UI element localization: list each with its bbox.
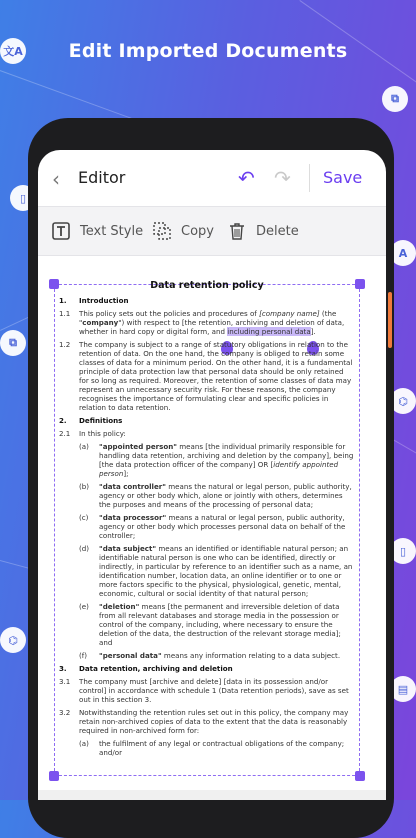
copy-icon	[153, 222, 171, 240]
definition-item: (b) "data controller" means the natural or legal person, public authority, agency or other body which, alone or jointly with others, determines the purposes and means of the processing of personal data;	[59, 482, 355, 509]
document-content	[59, 285, 355, 761]
document-selection[interactable]	[54, 284, 360, 776]
diagram-icon: ⌬	[0, 627, 26, 653]
definition-item: (c) "data processor" means a natural or legal person, public authority, agency or other body which processes personal data on behalf of the controller;	[59, 513, 355, 540]
resize-handle-top-left[interactable]	[49, 279, 59, 289]
diagram-icon-right: ⌬	[390, 388, 416, 414]
divider	[309, 164, 310, 192]
resize-handle-bottom-left[interactable]	[49, 771, 59, 781]
files-icon: ⧉	[382, 86, 408, 112]
list-item: (a) the fulfilment of any legal or contractual obligations of the company; and/or	[59, 739, 355, 757]
resize-handle-bottom-right[interactable]	[355, 771, 365, 781]
document-title: Data retention policy	[59, 281, 355, 290]
trash-icon	[228, 222, 246, 240]
bottom-bar	[38, 790, 386, 800]
paragraph: 1.1 This policy sets out the policies and procedures of [company name] (the "company") with respect to [the retention, archiving and deletion of data, whether in hard copy or digital form, and including personal data].	[59, 309, 355, 336]
copy-label: Copy	[181, 224, 214, 239]
copy-docs-icon: ⧉	[0, 330, 26, 356]
paragraph: 3.2 Notwithstanding the retention rules set out in this policy, the company may retain non-archived copies of data to the extent that the data is reasonably required in non-archived form for:	[59, 708, 355, 735]
save-button[interactable]: Save	[323, 168, 362, 187]
back-icon[interactable]: ‹	[52, 167, 60, 191]
text-style-button[interactable]	[52, 207, 143, 255]
undo-icon[interactable]: ↶	[238, 166, 255, 190]
delete-label: Delete	[256, 224, 299, 239]
paragraph: 2.1 In this policy:	[59, 429, 355, 438]
phone-screen	[38, 150, 386, 800]
definition-item: (e) "deletion" means [the permanent and irreversible deletion of data from all relevant databases and storage media in the possession or control of the company, including, where necessary to ensure the deletion of the data, the destruction of the relevant storage media]; and	[59, 602, 355, 647]
section-heading: 2. Definitions	[59, 416, 355, 425]
document-icon-right: ▯	[390, 538, 416, 564]
translate-icon: 文A	[0, 38, 26, 64]
definition-item: (f) "personal data" means any information relating to a data subject.	[59, 651, 355, 660]
headline: Edit Imported Documents	[0, 40, 416, 62]
selected-text[interactable]: including personal data	[227, 327, 310, 336]
pdf-icon: ▤	[390, 676, 416, 702]
decor-line	[0, 70, 132, 119]
resize-handle-top-right[interactable]	[355, 279, 365, 289]
paragraph: 1.2 The company is subject to a range of statutory obligations in relation to the retention of data. On the one hand, the company is obliged to retain some classes of data for a minimum period. On the other hand, it is a fundamental principle of data protection law that personal data should be only retained for so long as required. Moreover, the retention of some classes of data may represent an unnecessary security risk. For these reasons, the company recognises the importance of formulating clear and specific policies in relation to data retention.	[59, 340, 355, 412]
text-style-label: Text Style	[80, 224, 143, 239]
definition-item: (a) "appointed person" means [the individual primarily responsible for handling data retention, archiving and deletion by the company], being [the data protection officer of the company] OR [identify appointed person];	[59, 442, 355, 478]
paragraph: 3.1 The company must [archive and delete] [data in its possession and/or control] in accordance with schedule 1 (Data retention periods), save as set out in this section 3.	[59, 677, 355, 704]
redo-icon[interactable]: ↷	[274, 166, 291, 190]
translate-icon-right: A	[390, 240, 416, 266]
copy-button[interactable]	[153, 207, 214, 255]
app-bar	[38, 150, 386, 206]
phone-side-button	[388, 292, 392, 348]
text-style-icon	[52, 222, 70, 240]
page-title: Editor	[78, 168, 125, 187]
delete-button[interactable]	[228, 207, 299, 255]
document-icon: ▯	[10, 185, 36, 211]
edit-toolbar	[38, 206, 386, 256]
section-heading: 3. Data retention, archiving and deletion	[59, 664, 355, 673]
section-heading: 1. Introduction	[59, 296, 355, 305]
definition-item: (d) "data subject" means an identified or identifiable natural person; an identifiable natural person is one who can be identified, directly or indirectly, in particular by reference to an identifier such as a name, an identification number, location data, an online identifier or to one or more factors specific to the physical, physiological, genetic, mental, economic, cultural or social identity of that natural person;	[59, 544, 355, 598]
